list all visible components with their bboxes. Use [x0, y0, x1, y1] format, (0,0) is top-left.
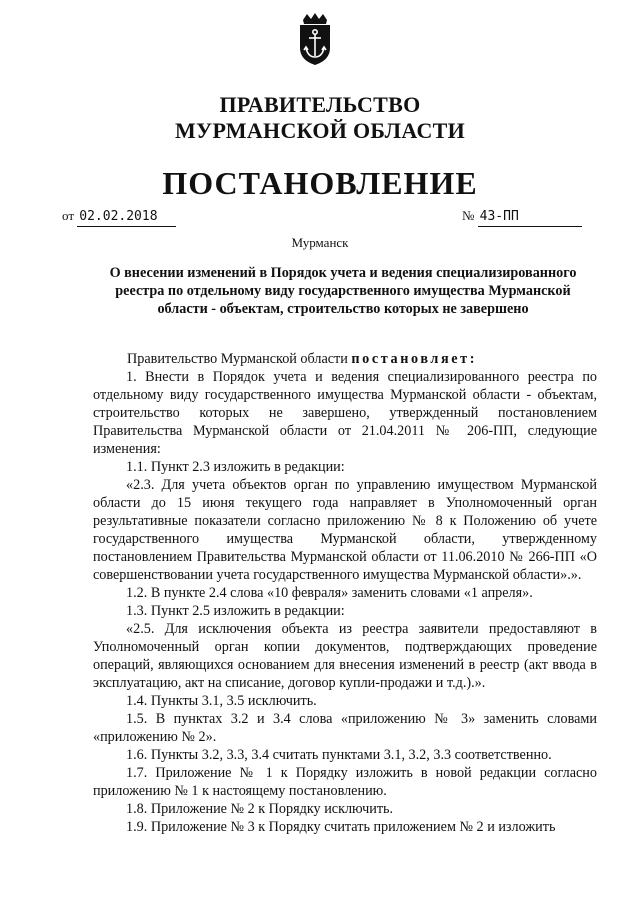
- intro-text: Правительство Мурманской области: [127, 351, 352, 367]
- paragraph-quote-2-5: «2.5. Для исключения объекта из реестра заявители предоставляют в Уполномоченный орган копии документов, подтверждающих проведение операций, являющихся основанием для внесения изменений в реестр (акт ввода в эксплуатацию, акт на списание, договор купли-продажи и т.д.).».: [93, 621, 597, 691]
- org-name-line1: ПРАВИТЕЛЬСТВО: [219, 92, 421, 117]
- paragraph-1-4: 1.4. Пункты 3.1, 3.5 исключить.: [126, 693, 317, 709]
- paragraph-1-5: 1.5. В пунктах 3.2 и 3.4 слова «приложению № 3» заменить словами «приложению № 2».: [93, 711, 597, 745]
- date-prefix: от: [62, 208, 75, 223]
- city-name: Мурманск: [291, 235, 349, 250]
- document-body: [93, 350, 597, 836]
- intro-paragraph: [93, 350, 597, 368]
- paragraph-1-7: 1.7. Приложение № 1 к Порядку изложить в новой редакции согласно приложению № 1 к настоящему постановлению.: [93, 765, 597, 799]
- paragraph-1: 1. Внести в Порядок учета и ведения специализированного реестра по отдельному виду государственного имущества Мурманской области - объектам, строительство которых не завершено, утвержденный постановлением Правительства Мурманской области от 21.04.2011 № 206-ПП, следующие изменения:: [93, 369, 597, 457]
- paragraph-1-6: 1.6. Пункты 3.2, 3.3, 3.4 считать пунктами 3.1, 3.2, 3.3 соответственно.: [126, 747, 552, 763]
- org-name-line2: МУРМАНСКОЙ ОБЛАСТИ: [174, 118, 466, 143]
- paragraph-1-9: 1.9. Приложение № 3 к Порядку считать приложением № 2 и изложить: [126, 819, 556, 835]
- document-heading: О внесении изменений в Порядок учета и ведения специализированного реестра по отдельному виду государственного имущества Мурманской области - объектам, строительство которых не завершено: [109, 265, 577, 317]
- number-row: [462, 207, 582, 227]
- paragraph-1-1: 1.1. Пункт 2.3 изложить в редакции:: [126, 459, 345, 475]
- number-value: 43-ПП: [478, 208, 582, 227]
- paragraph-quote-2-3: «2.3. Для учета объектов орган по управлению имуществом Мурманской области до 15 июня текущего года направляет в Уполномоченный орган результативные показатели согласно приложению № 8 к Положению об учете государственного имущества Мурманской области, утвержденному постановлением Правительства Мурманской области от 11.06.2010 № 266-ПП «О совершенствовании учета государственного имущества Мурманской области».».: [93, 477, 597, 583]
- date-value: 02.02.2018: [77, 208, 176, 227]
- paragraph-1-2: 1.2. В пункте 2.4 слова «10 февраля» заменить словами «1 апреля».: [126, 585, 533, 601]
- document-type-title: ПОСТАНОВЛЕНИЕ: [162, 165, 478, 201]
- paragraph-1-8: 1.8. Приложение № 2 к Порядку исключить.: [126, 801, 394, 817]
- intro-decree-word: постановляет:: [351, 351, 478, 367]
- number-prefix: №: [462, 208, 475, 223]
- murmansk-coat-of-arms-icon: [295, 12, 335, 67]
- date-row: [62, 207, 176, 227]
- paragraph-1-3: 1.3. Пункт 2.5 изложить в редакции:: [126, 603, 345, 619]
